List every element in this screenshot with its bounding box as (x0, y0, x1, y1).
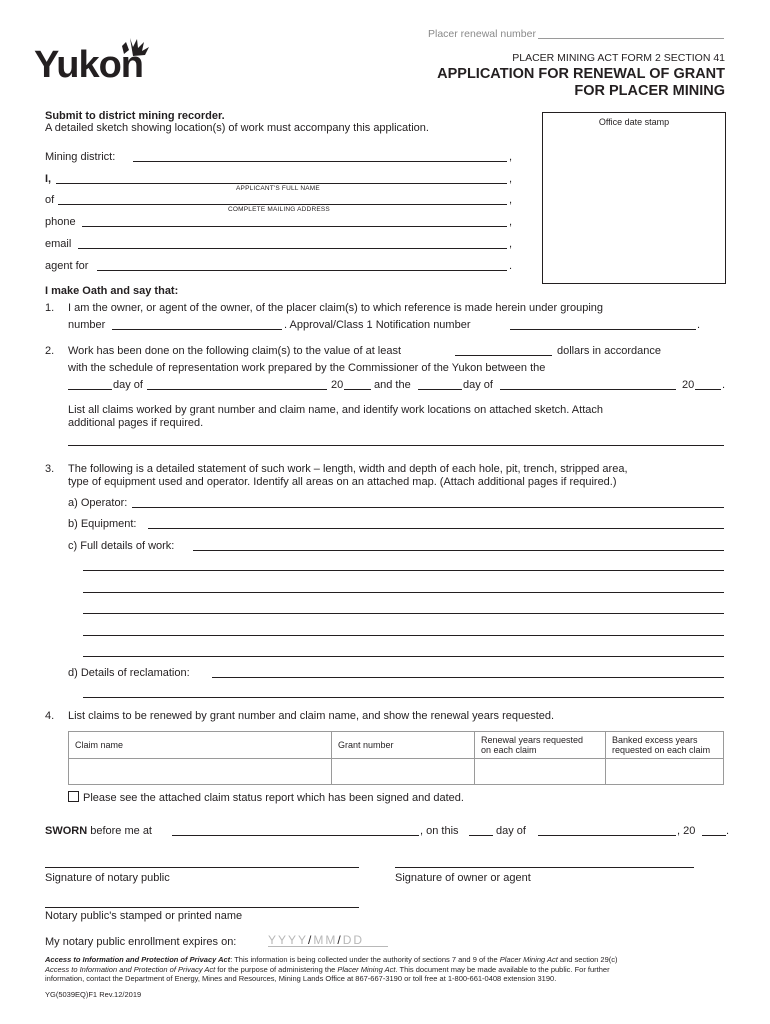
stamp-label: Office date stamp (598, 117, 670, 127)
item2-text: Work has been done on the following claim(s) to the value of at least (68, 345, 402, 357)
start-day-field[interactable] (68, 389, 112, 390)
applicant-name-field[interactable] (56, 183, 507, 184)
sworn-year-field[interactable] (702, 835, 726, 836)
yukon-logo (34, 36, 174, 86)
email-field[interactable] (78, 248, 507, 249)
attached-report-checkbox[interactable] (68, 791, 79, 802)
operator-field[interactable] (132, 507, 724, 508)
claims-worked-field[interactable] (68, 445, 724, 446)
equipment-label: b) Equipment: (68, 518, 137, 530)
full-details-line[interactable] (83, 635, 724, 636)
reclamation-label: d) Details of reclamation: (68, 667, 190, 679)
full-details-line[interactable] (83, 613, 724, 614)
renewal-years-header: Renewal years requested on each claim (475, 732, 606, 759)
notary-signature-label: Signature of notary public (45, 872, 170, 884)
renewal-years-cell[interactable] (475, 759, 606, 785)
full-details-line[interactable] (83, 656, 724, 657)
owner-signature-field[interactable] (395, 867, 694, 868)
phone-field[interactable] (82, 226, 507, 227)
banked-years-cell[interactable] (606, 759, 724, 785)
applicant-label: I, (45, 173, 52, 185)
grouping-number-field[interactable] (112, 329, 282, 330)
approval-number-field[interactable] (510, 329, 696, 330)
oath-heading: I make Oath and say that: (45, 285, 179, 297)
sketch-note: A detailed sketch showing location(s) of work must accompany this application. (45, 122, 429, 134)
email-label: email (45, 238, 72, 250)
logo-text: Yukon (34, 44, 144, 86)
start-month-field[interactable] (147, 389, 327, 390)
notary-name-field[interactable] (45, 907, 359, 908)
mailing-address-field[interactable] (58, 204, 507, 205)
owner-signature-label: Signature of owner or agent (395, 872, 531, 884)
attached-report-option: Please see the attached claim status report which has been signed and dated. (68, 791, 464, 804)
form-reference: PLACER MINING ACT FORM 2 SECTION 41 (512, 52, 725, 64)
table-row[interactable] (69, 759, 724, 785)
table-header-row (69, 732, 724, 759)
full-details-field[interactable] (193, 550, 724, 551)
submit-instruction: Submit to district mining recorder. (45, 110, 225, 122)
claim-name-cell[interactable] (69, 759, 332, 785)
grant-number-cell[interactable] (332, 759, 475, 785)
agent-field[interactable] (97, 270, 507, 271)
item3-text: The following is a detailed statement of such work – length, width and depth of each hole, pit, trench, stripped area, (68, 463, 628, 475)
page-title: APPLICATION FOR RENEWAL OF GRANT FOR PLACER MINING (437, 66, 725, 99)
full-details-line[interactable] (83, 570, 724, 571)
renewal-number-label: Placer renewal number (428, 28, 536, 40)
end-year-field[interactable] (695, 389, 721, 390)
equipment-field[interactable] (148, 528, 724, 529)
full-details-label: c) Full details of work: (68, 540, 175, 552)
reclamation-line[interactable] (83, 697, 724, 698)
phone-label: phone (45, 216, 76, 228)
claim-name-header: Claim name (69, 732, 332, 759)
privacy-notice: Access to Information and Protection of Privacy Act: This information is being collected under the authority of sections 7 and 9 of the Placer Mining Act and section 29(c) Access to Information and Protection of Privacy Act for the purpose of administering the Placer Mining Act. This document may be made available to the public. For further information, contact the Department of Energy, Mines and Resources, Mining Lands Office at 867-667-3190 or toll free at 1-800-661-0408 extension 3190. (45, 955, 618, 983)
approval-number-label: Approval/Class 1 Notification number (289, 319, 471, 331)
operator-label: a) Operator: (68, 497, 128, 509)
start-year-field[interactable] (344, 389, 371, 390)
enrollment-date-field[interactable]: YYYY/MM/DD (268, 933, 365, 947)
applicant-caption: APPLICANT'S FULL NAME (236, 185, 320, 192)
mining-district-label: Mining district: (45, 151, 116, 163)
form-code: YG(5039EQ)F1 Rev.12/2019 (45, 990, 142, 999)
grant-number-header: Grant number (332, 732, 475, 759)
item3-number: 3. (45, 463, 55, 475)
work-value-field[interactable] (455, 355, 552, 356)
renewal-number-field[interactable] (538, 38, 724, 39)
item1-text: I am the owner, or agent of the owner, of the placer claim(s) to which reference is made herein under grouping (68, 302, 604, 314)
banked-years-header: Banked excess years requested on each claim (606, 732, 724, 759)
grouping-number-label: number (68, 319, 106, 331)
sworn-month-field[interactable] (538, 835, 676, 836)
address-caption: COMPLETE MAILING ADDRESS (228, 206, 330, 213)
item4-text: List claims to be renewed by grant number and claim name, and show the renewal years requested. (68, 710, 555, 722)
item2-text-line2: with the schedule of representation work prepared by the Commissioner of the Yukon between the (68, 362, 546, 374)
agent-label: agent for (45, 260, 89, 272)
end-month-field[interactable] (500, 389, 676, 390)
of-label: of (45, 194, 55, 206)
sworn-day-field[interactable] (469, 835, 493, 836)
reclamation-field[interactable] (212, 677, 724, 678)
claims-table (68, 731, 724, 785)
notary-name-label: Notary public's stamped or printed name (45, 910, 243, 922)
end-day-field[interactable] (418, 389, 462, 390)
sworn-location-field[interactable] (172, 835, 419, 836)
enrollment-label: My notary public enrollment expires on: (45, 936, 237, 948)
item1-number: 1. (45, 302, 55, 314)
item2-list-instruction: List all claims worked by grant number and claim name, and identify work locations on attached sketch. Attach (68, 404, 603, 416)
full-details-line[interactable] (83, 592, 724, 593)
sworn-line: SWORN before me at (45, 825, 152, 837)
notary-signature-field[interactable] (45, 867, 359, 868)
item2-number: 2. (45, 345, 55, 357)
office-date-stamp-box (542, 112, 726, 284)
mining-district-field[interactable] (133, 161, 507, 162)
item4-number: 4. (45, 710, 55, 722)
